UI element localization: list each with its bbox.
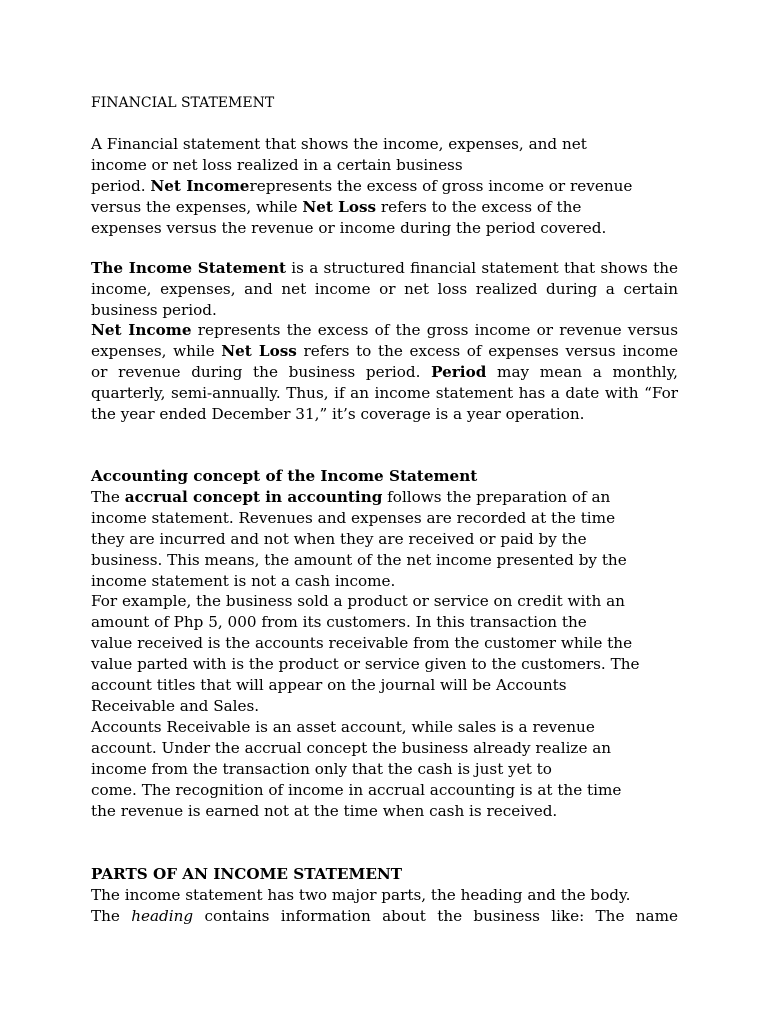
term-accrual-concept: accrual concept in accounting: [124, 487, 383, 506]
intro-line: income or net loss realized in a certain business: [91, 155, 463, 174]
accrual-section: Accounting concept of the Income Statement The accrual concept in accounting follows the preparation of an income statement. Revenues and expenses are recorded at the time they are incurred and not when they are received or paid by the business. This means, the amount of the net income presented by the income statement is not a cash income. For example, the business sold a product or service on credit with an amount of Php 5, 000 from its customers. In this transaction the value received is the accounts receivable from the customer while the value parted with is the product or service given to the customers. The account titles that will appear on the journal will be Accounts Receivable and Sales. Accounts Receivable is an asset account, while sales is a revenue account. Under the accrual concept the business already realize an income from the transaction only that the cash is just yet to come. The recognition of income in accrual accounting is at the time the revenue is earned not at the time when cash is received.: [91, 466, 678, 821]
intro-paragraph: [91, 134, 678, 239]
intro-line: versus the expenses, while Net Loss refers to the excess of the: [91, 197, 582, 216]
term-net-income: Net Income: [150, 176, 250, 195]
term-net-loss: Net Loss: [302, 197, 377, 216]
intro-line: period. Net Incomerepresents the excess of gross income or revenue: [91, 176, 633, 195]
parts-section: PARTS OF AN INCOME STATEMENT The income statement has two major parts, the heading and the body. The heading contains information about the business like: The name: [91, 865, 678, 925]
term-heading: heading: [131, 906, 194, 925]
net-income-paragraph: Net Income represents the excess of the gross income or revenue versus expenses, while Net Loss refers to the excess of expenses versus income or revenue during the business period. Period may mean a monthly, quarterly, semi-annually. Thus, if an income statement has a date with “For the year ended December 31,” it’s coverage is a year operation.: [91, 321, 679, 423]
document-title: FINANCIAL STATEMENT: [91, 95, 275, 111]
income-statement-definition: The Income Statement is a structured financial statement that shows the income, expenses, and net income or net loss realized during a certain business period.: [91, 259, 678, 319]
parts-heading: PARTS OF AN INCOME STATEMENT: [91, 865, 403, 883]
intro-line: A Financial statement that shows the income, expenses, and net: [91, 135, 587, 153]
term-income-statement: The Income Statement: [91, 259, 287, 277]
accrual-heading: Accounting concept of the Income Statement: [91, 467, 478, 485]
intro-line: expenses versus the revenue or income during the period covered.: [91, 218, 607, 237]
term-period: Period: [431, 362, 487, 381]
